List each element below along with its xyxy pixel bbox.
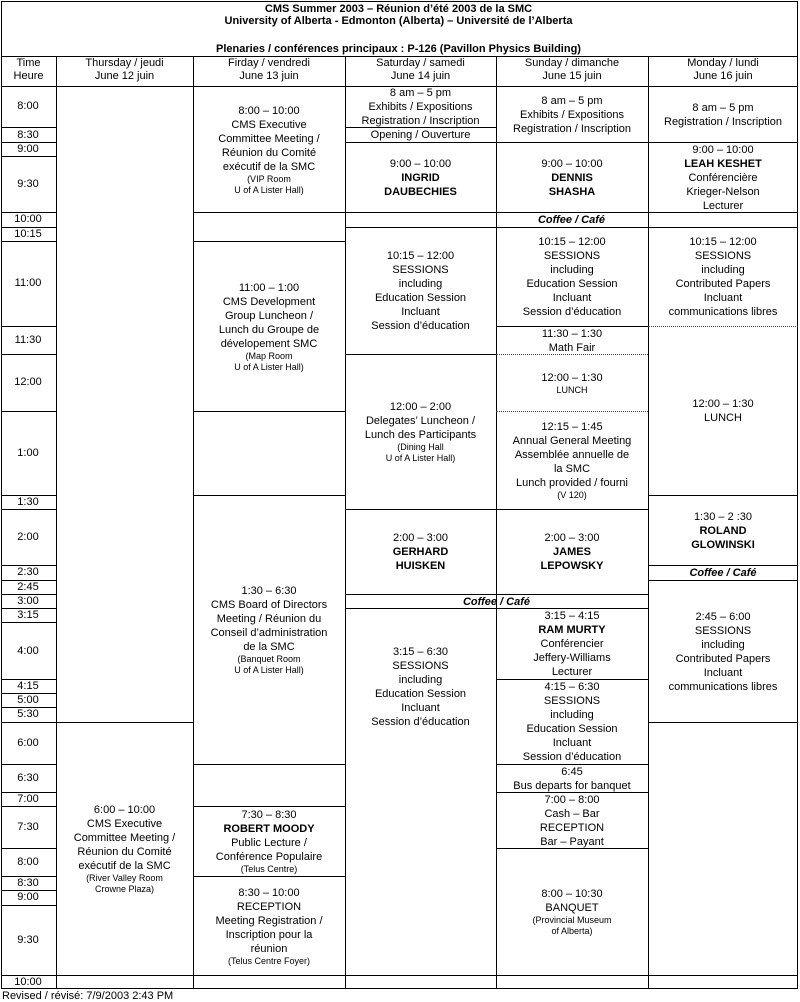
event-mon-registration: 8 am – 5 pm Registration / Inscription bbox=[664, 101, 782, 128]
time-label: 11:00 bbox=[14, 277, 42, 289]
event-fri-board-of-directors: 1:30 – 6:30 CMS Board of Directors Meeting / Réunion du Conseil d’administration de la SMC (Banquet Room U of A Lister Hall) bbox=[210, 585, 328, 675]
event-mon-lunch: 12:00 – 1:30 LUNCH bbox=[692, 398, 754, 424]
event-coffee-afternoon: Coffee / Café bbox=[462, 595, 531, 608]
time-label: 9:00 bbox=[17, 143, 39, 155]
event-thu-exec-committee: 6:00 – 10:00 CMS Executive Committee Meeting / Réunion du Comité exécutif de la SMC (River Valley Room Crowne Plaza) bbox=[73, 804, 176, 894]
col-header-thursday: Thursday / jeudi June 12 juin bbox=[85, 57, 164, 82]
time-label: 4:00 bbox=[17, 645, 39, 657]
event-sun-banquet: 8:00 – 10:30 BANQUET (Provincial Museum of Alberta) bbox=[532, 888, 612, 936]
time-label: 8:00 bbox=[17, 856, 39, 868]
time-label: 6:30 bbox=[17, 772, 39, 784]
event-mon-sessions-am: 10:15 – 12:00 SESSIONS including Contributed Papers Incluant communications libres bbox=[668, 236, 778, 318]
time-label: 9:00 bbox=[17, 891, 39, 903]
header-rule bbox=[1, 56, 798, 57]
time-label: 2:45 bbox=[17, 581, 39, 593]
time-label: 6:00 bbox=[17, 737, 39, 749]
time-label: 10:15 bbox=[14, 228, 42, 240]
event-mon-sessions-pm: 2:45 – 6:00 SESSIONS including Contributed Papers Incluant communications libres bbox=[668, 610, 778, 693]
time-label: 4:15 bbox=[17, 680, 39, 692]
time-label: 12:00 bbox=[14, 376, 42, 388]
time-label: 9:30 bbox=[17, 178, 39, 190]
event-fri-development-luncheon: 11:00 – 1:00 CMS Development Group Luncheon / Lunch du Groupe de dévelopement SMC (Map Room U of A Lister Hall) bbox=[218, 281, 320, 372]
event-sun-bus-departs: 6:45 Bus departs for banquet bbox=[513, 765, 631, 792]
event-coffee-morning: Coffee / Café bbox=[537, 214, 606, 226]
schedule-title: CMS Summer 2003 – Réunion d’été 2003 de la SMC bbox=[264, 3, 533, 15]
event-sat-sessions-pm: 3:15 – 6:30 SESSIONS including Education Session Incluant Session d’éducation bbox=[371, 645, 470, 728]
event-sat-opening: Opening / Ouverture bbox=[370, 129, 471, 141]
time-label: 10:00 bbox=[14, 976, 42, 988]
event-sun-annual-general-meeting: 12:15 – 1:45 Annual General Meeting Assemblée annuelle de la SMC Lunch provided / fourni (V 120) bbox=[512, 421, 632, 500]
event-sun-sessions-pm: 4:15 – 6:30 SESSIONS including Education Session Incluant Session d’éducation bbox=[522, 681, 622, 763]
event-sat-delegates-luncheon: 12:00 – 2:00 Delegates’ Luncheon / Lunch des Participants (Dining Hall U of A Lister Hall) bbox=[364, 401, 477, 463]
time-label: 3:00 bbox=[17, 595, 39, 607]
time-label: 3:15 bbox=[17, 609, 39, 621]
time-label: 5:30 bbox=[17, 708, 39, 720]
event-fri-reception: 8:30 – 10:00 RECEPTION Meeting Registration / Inscription pour la réunion (Telus Centre Foyer) bbox=[215, 886, 323, 966]
time-label: 2:00 bbox=[17, 531, 39, 543]
time-label: 5:00 bbox=[17, 694, 39, 706]
time-label: 7:30 bbox=[17, 821, 39, 833]
time-label: 2:30 bbox=[17, 566, 39, 578]
event-sun-dennis-shasha: 9:00 – 10:00 DENNIS SHASHA bbox=[541, 157, 603, 198]
event-sun-reception: 7:00 – 8:00 Cash – Bar RECEPTION Bar – Payant bbox=[539, 793, 605, 848]
col-header-monday: Monday / lundi June 16 juin bbox=[687, 57, 759, 82]
event-sun-exhibits: 8 am – 5 pm Exhibits / Expositions Registration / Inscription bbox=[513, 94, 631, 135]
schedule-subtitle: University of Alberta - Edmonton (Alberta) – Université de l’Alberta bbox=[224, 15, 573, 27]
event-sun-ram-murty: 3:15 – 4:15 RAM MURTY Conférencier Jeffery-Williams Lecturer bbox=[533, 610, 611, 678]
event-sat-exhibits: 8 am – 5 pm Exhibits / Expositions Registration / Inscription bbox=[361, 87, 480, 127]
event-sun-sessions-am: 10:15 – 12:00 SESSIONS including Education Session Incluant Session d’éducation bbox=[522, 236, 622, 318]
event-sun-james-lepowsky: 2:00 – 3:00 JAMES LEPOWSKY bbox=[540, 532, 604, 572]
event-mon-roland-glowinski: 1:30 – 2 :30 ROLAND GLOWINSKI bbox=[691, 510, 755, 551]
time-label: 8:30 bbox=[17, 877, 39, 889]
event-sat-ingrid-daubechies: 9:00 – 10:00 INGRID DAUBECHIES bbox=[384, 157, 457, 198]
time-label: 1:00 bbox=[17, 447, 39, 459]
plenaries-note: Plenaries / conférences principaux : P-126 (Pavillon Physics Building) bbox=[216, 43, 581, 55]
col-header-friday: Firday / vendredi June 13 juin bbox=[228, 57, 310, 82]
event-fri-robert-moody: 7:30 – 8:30 ROBERT MOODY Public Lecture / Conférence Populaire (Telus Centre) bbox=[215, 809, 323, 874]
event-sun-math-fair: 11:30 – 1:30 Math Fair bbox=[541, 327, 603, 354]
event-mon-leah-keshet: 9:00 – 10:00 LEAH KESHET Conférencière Krieger-Nelson Lecturer bbox=[684, 143, 762, 212]
time-label: 10:00 bbox=[14, 213, 42, 225]
col-header-time: Time Heure bbox=[13, 57, 44, 82]
event-fri-exec-committee: 8:00 – 10:00 CMS Executive Committee Meeting / Réunion du Comité exécutif de la SMC (VIP Room U of A Lister Hall) bbox=[218, 104, 320, 195]
time-label: 1:30 bbox=[17, 496, 39, 508]
col-header-sunday: Sunday / dimanche June 15 juin bbox=[524, 57, 620, 82]
col-header-saturday: Saturday / samedi June 14 juin bbox=[376, 57, 465, 82]
time-label: 9:30 bbox=[17, 934, 39, 946]
time-label: 7:00 bbox=[17, 793, 39, 805]
event-sun-lunch: 12:00 – 1:30 LUNCH bbox=[541, 371, 603, 395]
revision-footer: Revised / révisé: 7/9/2003 2:43 PM bbox=[2, 990, 174, 1002]
event-sat-sessions-am: 10:15 – 12:00 SESSIONS including Education Session Incluant Session d’éducation bbox=[371, 250, 470, 332]
time-label: 8:30 bbox=[17, 129, 39, 141]
time-label: 11:30 bbox=[14, 334, 42, 346]
time-label: 8:00 bbox=[17, 100, 39, 112]
event-sat-gerhard-huisken: 2:00 – 3:00 GERHARD HUISKEN bbox=[392, 532, 449, 572]
event-mon-coffee: Coffee / Café bbox=[689, 567, 757, 579]
